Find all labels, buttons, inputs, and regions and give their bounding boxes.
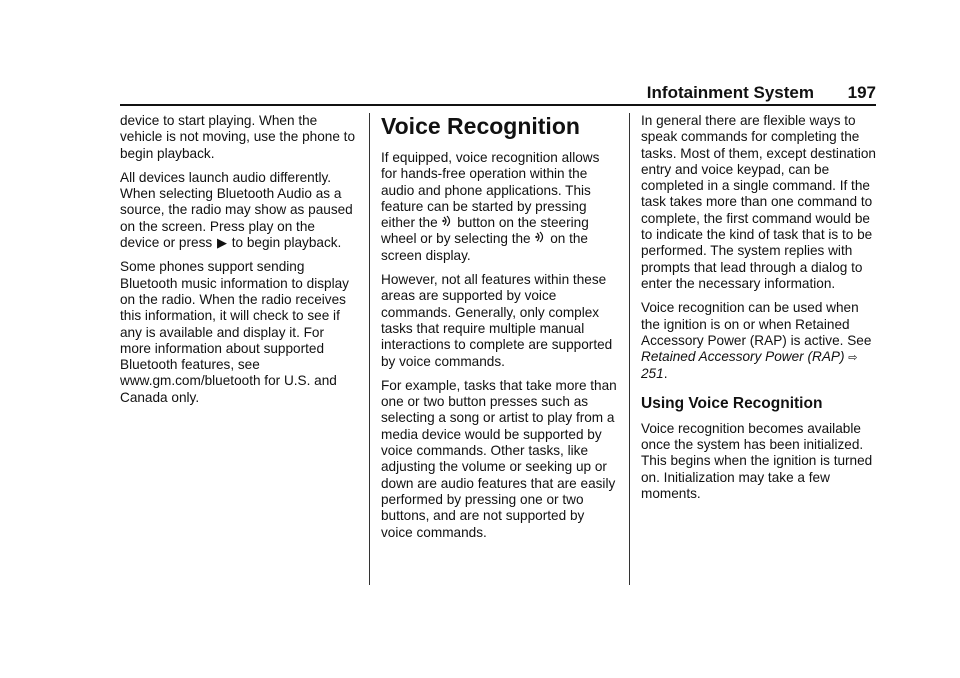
column-divider (629, 113, 630, 585)
cross-reference-link[interactable]: Retained Accessory Power (RAP) (641, 349, 845, 365)
play-icon: ▶ (216, 235, 227, 251)
column-1 (120, 113, 358, 414)
text: to begin playback. (231, 235, 342, 251)
text: Voice recognition can be used when the ignition is on or when Retained Accessory Power (RAP) is active. See (641, 300, 872, 348)
page-reference-arrow-icon: ⇨ (848, 352, 858, 365)
cross-reference-page[interactable]: 251 (641, 366, 664, 382)
paragraph: However, not all features within these areas are supported by voice commands. Generally, only complex tasks that require multiple manual interactions to complete are supported by voice commands. (381, 272, 613, 369)
subsection-title: Using Voice Recognition (641, 394, 823, 412)
text: button on the steering wheel or by selecting the (381, 215, 589, 247)
paragraph: device to start playing. When the vehicle is not moving, use the phone to begin playback. (120, 113, 356, 161)
text: If equipped, voice recognition allows for hands-free operation within the audio and phone applications. This feature can be started by pressing either the (381, 150, 600, 231)
paragraph: Some phones support sending Bluetooth music information to display on the radio. When the radio receives this information, it will check to see if any is available and display it. For more information about supported Bluetooth features, see www.gm.com/bluetooth for U.S. and Canada only. (120, 259, 349, 405)
section-title: Voice Recognition (381, 113, 580, 139)
text: All devices launch audio differently. When selecting Bluetooth Audio as a source, the radio may show as paused on the screen. Press play on the device or press (120, 169, 353, 251)
text: on the screen display. (381, 231, 588, 263)
running-title: Infotainment System (646, 83, 814, 102)
header-rule (120, 104, 876, 106)
paragraph: For example, tasks that take more than one or two button presses such as selecting a song or artist to play from a media device would be supported by voice commands. Other tasks, like adjusting the volume or seeking up or down are audio features that are easily performed by pressing one or two buttons, and are not supported by voice commands. (381, 377, 617, 540)
paragraph: Voice recognition becomes available once the system has been initialized. This begins when the ignition is turned on. Initialization may take a few moments. (641, 420, 873, 501)
page-number: 197 (847, 83, 876, 102)
column-2 (381, 113, 618, 549)
paragraph: Voice recognition can be used when the ignition is on or when Retained Accessory Power (RAP) is active. See Retained Accessory Power (RAP) ⇨ 251. (641, 300, 872, 382)
voice-recognition-icon (535, 231, 545, 247)
paragraph (120, 170, 358, 251)
page-header (120, 81, 876, 103)
paragraph: In general there are flexible ways to speak commands for completing the tasks. Most of them, except destination entry and voice keypad, can be completed in a single command. If the task takes more than one command to complete, the first command would be to indicate the kind of task that is to be performed. The system replies with prompts that lead through a dialog to enter the necessary information. (641, 113, 876, 291)
voice-recognition-icon (442, 215, 452, 231)
column-3 (641, 113, 879, 510)
paragraph (381, 150, 618, 264)
column-divider (369, 113, 370, 585)
